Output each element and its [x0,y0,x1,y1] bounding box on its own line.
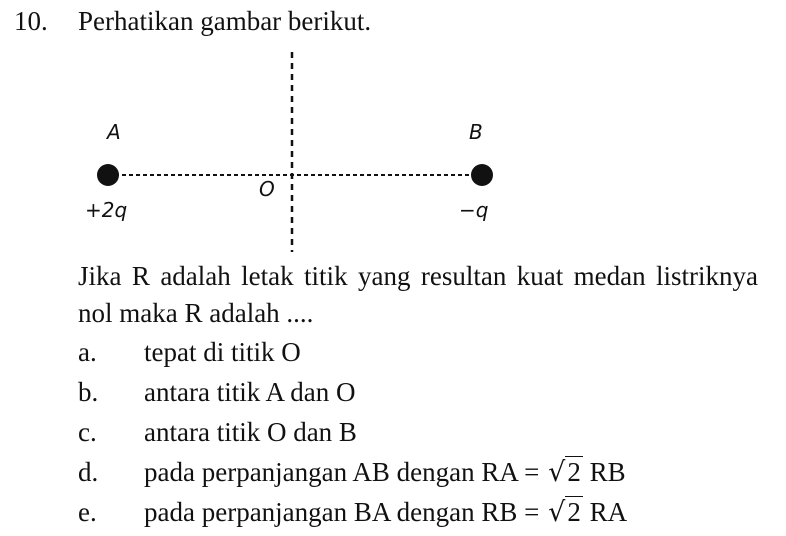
option-d [78,457,626,488]
charge-b-label: −q [459,198,489,222]
option-letter: c. [78,417,97,447]
option-letter: e. [78,497,97,527]
sqrt-radicand: 2 [567,497,581,527]
option-letter: d. [78,457,99,487]
question-title: Perhatikan gambar berikut. [78,6,372,36]
option-text-pre: pada perpanjangan AB dengan RA = [144,457,547,487]
option-e [78,497,627,528]
sqrt-expression [546,457,583,488]
label-a: A [107,120,121,144]
option-b [78,377,355,408]
option-text: antara titik A dan O [144,377,356,407]
label-b: B [469,120,483,144]
sqrt-expression [546,497,583,528]
option-text-post: RA [582,497,628,527]
option-c [78,417,357,448]
sqrt-sign-icon: √ [548,457,566,488]
option-text-pre: pada perpanjangan BA dengan RB = [144,497,547,527]
option-text: antara titik O dan B [144,417,357,447]
sqrt-sign-icon: √ [548,497,566,528]
option-text-post: RB [582,457,626,487]
label-o: O [259,177,275,201]
question-paragraph: Jika R adalah letak titik yang resultan kuat medan listriknya nol maka R adalah .... [78,261,758,328]
option-letter: b. [78,377,99,407]
option-letter: a. [78,337,97,367]
charge-a-label: +2q [85,198,128,222]
option-text: tepat di titik O [144,337,301,367]
charge-diagram [0,0,786,260]
option-a [78,337,301,368]
question-number: 10. [14,6,48,36]
charge-b-dot [471,164,493,186]
sqrt-radicand: 2 [567,457,581,487]
charge-a-dot [97,164,119,186]
